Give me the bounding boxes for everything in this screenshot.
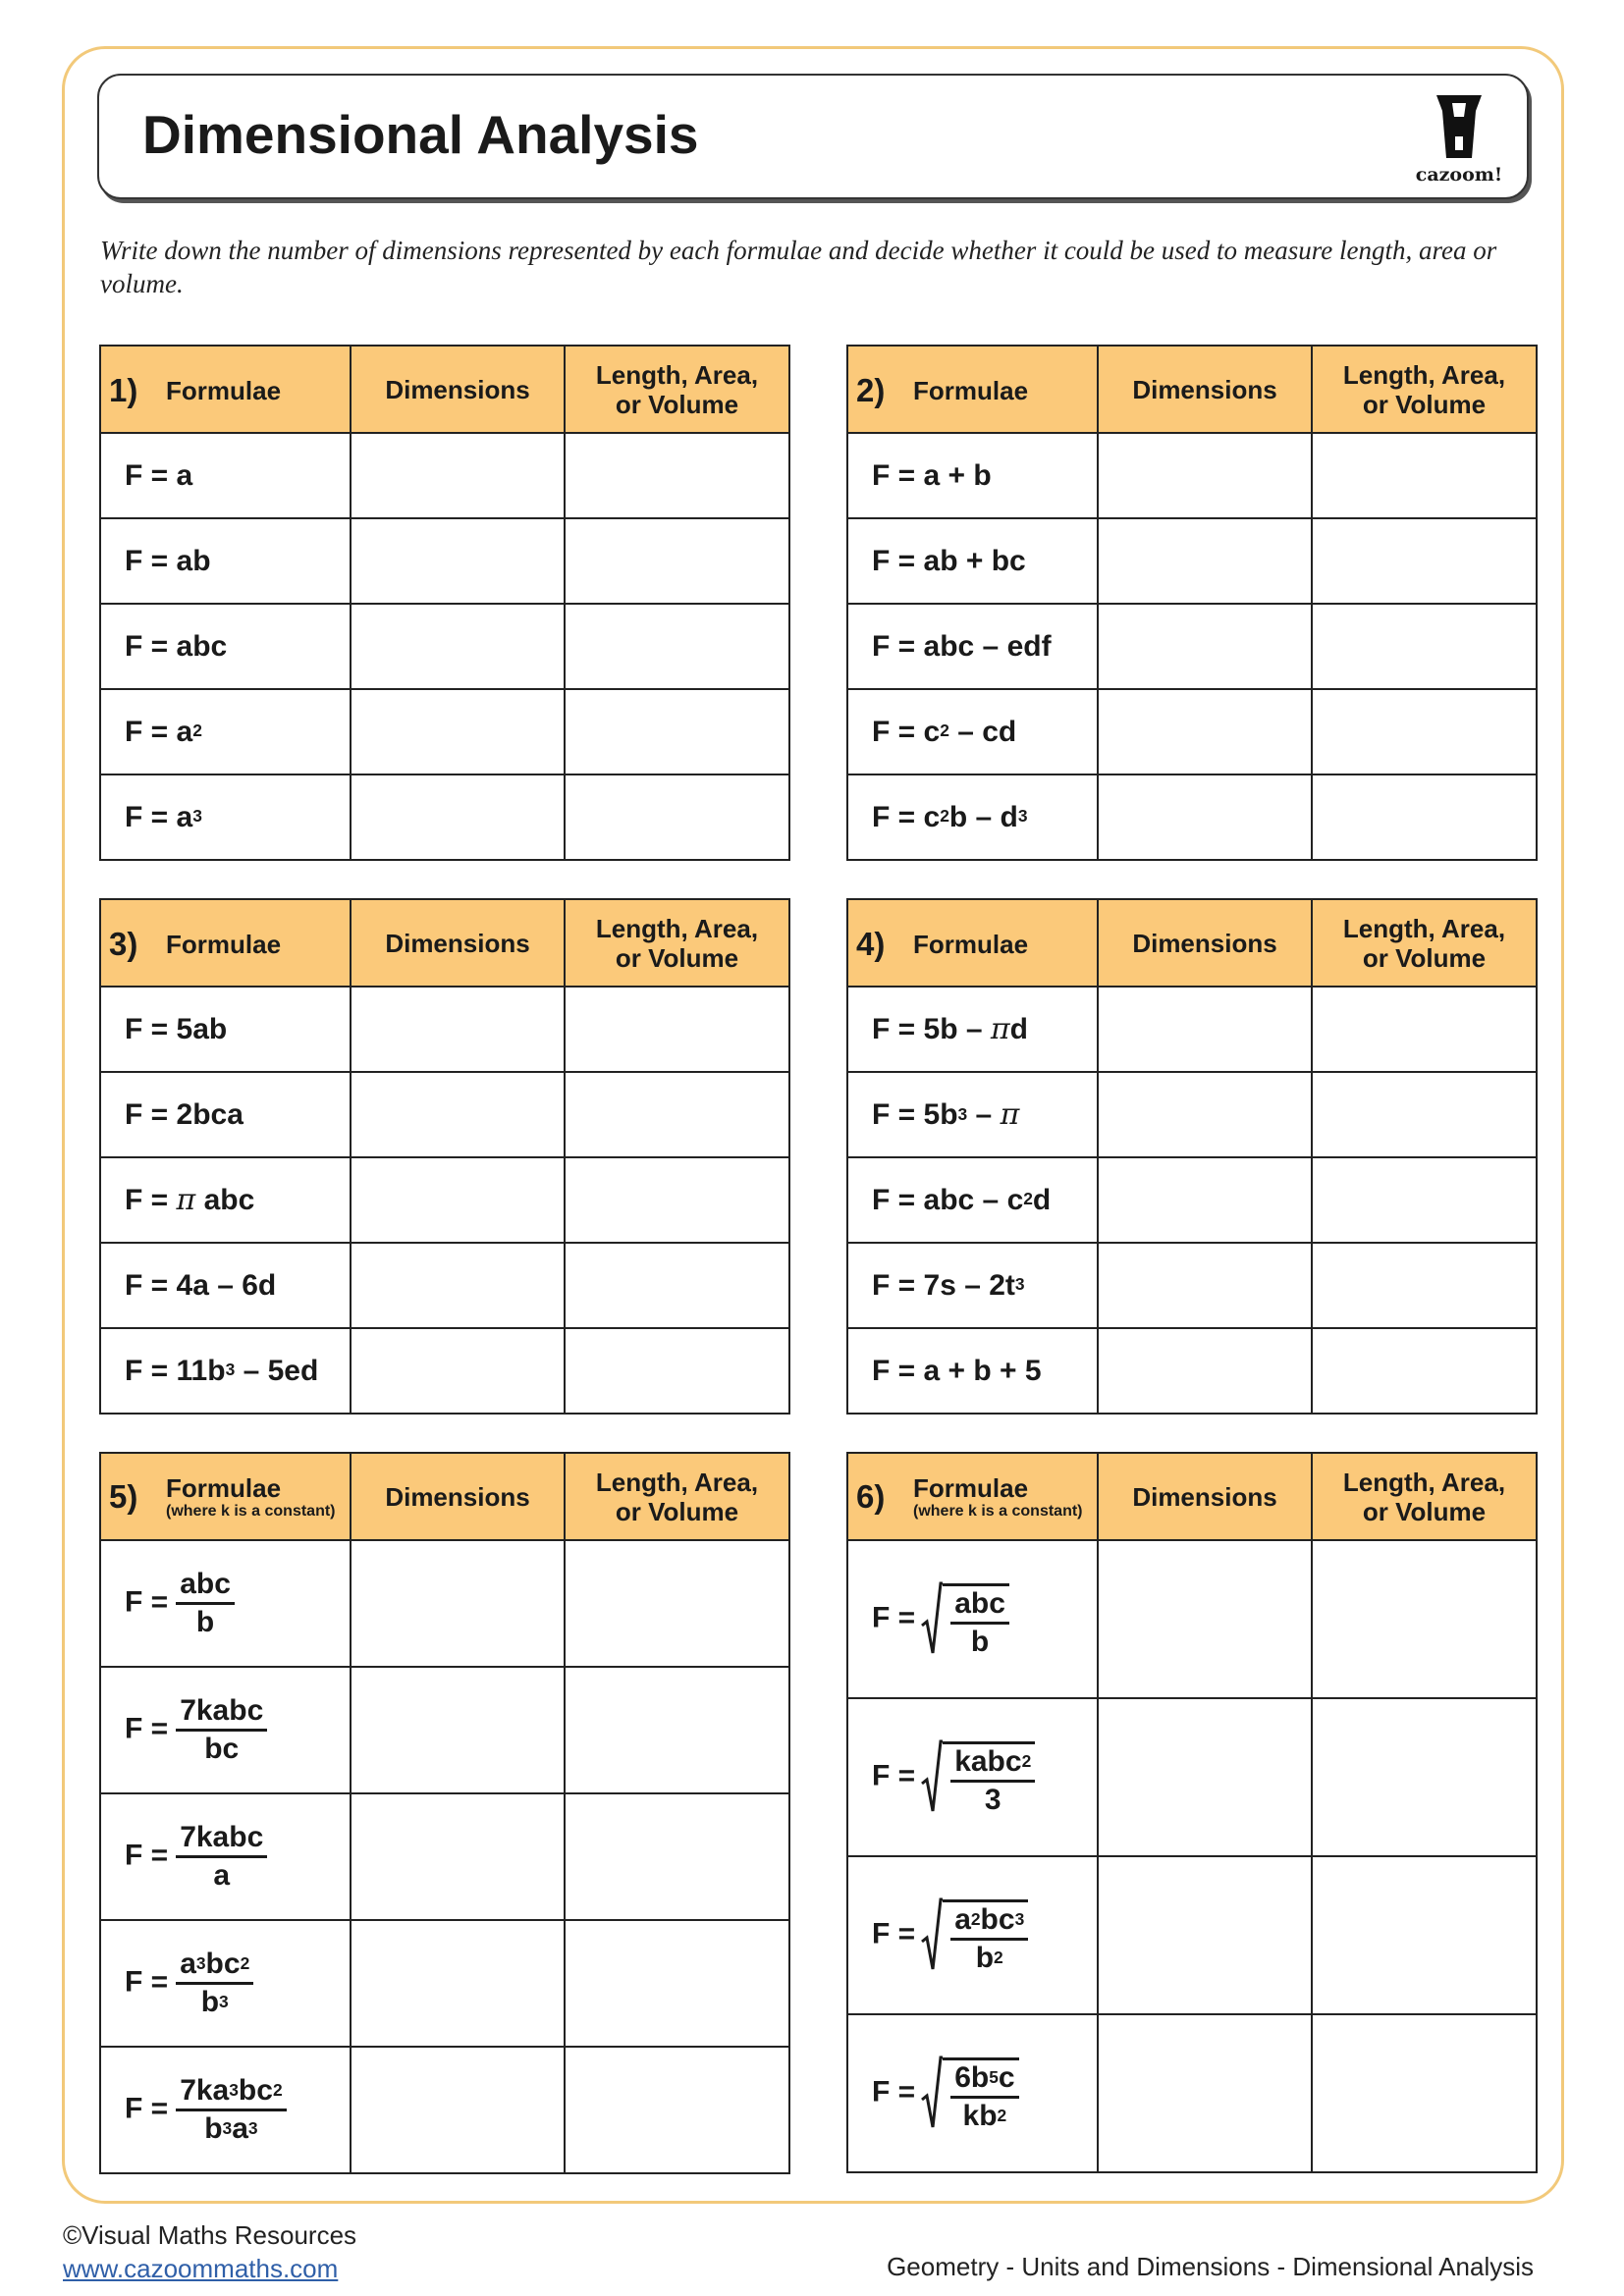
denominator: bc bbox=[204, 1733, 240, 1765]
length-area-volume-answer-cell[interactable] bbox=[1312, 1243, 1537, 1328]
question-table-1 bbox=[99, 345, 790, 861]
fraction bbox=[176, 1822, 267, 1892]
radical-sign-icon bbox=[921, 1738, 943, 1815]
formula-cell bbox=[100, 433, 351, 518]
fraction bbox=[176, 1569, 235, 1638]
formula-prefix: F = bbox=[872, 2075, 916, 2109]
formula-text: F = ab + bc bbox=[872, 544, 1026, 577]
formula-cell bbox=[100, 1243, 351, 1328]
numerator: abc bbox=[176, 1569, 235, 1605]
length-area-volume-answer-cell[interactable] bbox=[565, 518, 789, 604]
formula-cell bbox=[847, 1072, 1098, 1157]
formulae-header bbox=[100, 1453, 351, 1540]
formula-text: F = abc – edf bbox=[872, 629, 1052, 663]
length-area-volume-answer-cell[interactable] bbox=[1312, 1328, 1537, 1414]
formula-row bbox=[847, 1072, 1537, 1157]
title-banner bbox=[97, 74, 1529, 199]
formula-cell bbox=[100, 1072, 351, 1157]
denominator: $b^3$ bbox=[200, 1986, 229, 2018]
dimensions-answer-cell[interactable] bbox=[1098, 987, 1312, 1072]
formula-text: F = a + b + 5 bbox=[872, 1354, 1042, 1387]
instructions: Write down the number of dimensions represented by each formulae and decide whether it could be used to measure length, area or volume. bbox=[100, 236, 1497, 298]
lav-line-2: or Volume bbox=[615, 389, 739, 419]
formula-row bbox=[100, 1157, 789, 1243]
length-area-volume-header bbox=[1312, 346, 1537, 433]
footer-credits bbox=[63, 2218, 356, 2285]
dimensions-answer-cell[interactable] bbox=[351, 604, 565, 689]
lav-line-1: Length, Area, bbox=[595, 913, 759, 943]
formula-text: F = π abc bbox=[125, 1183, 255, 1217]
numerator: $a^2bc^3$ bbox=[950, 1904, 1028, 1941]
fraction bbox=[176, 2075, 286, 2145]
formula-row bbox=[100, 433, 789, 518]
numerator: abc bbox=[950, 1588, 1009, 1625]
length-area-volume-answer-cell[interactable] bbox=[1312, 1856, 1537, 2014]
formulae-header bbox=[847, 346, 1098, 433]
numerator: kabc$^2$ bbox=[950, 1746, 1035, 1783]
length-area-volume-header bbox=[565, 899, 789, 987]
formula-cell bbox=[847, 1698, 1098, 1856]
dimensions-header: Dimensions bbox=[351, 899, 565, 987]
formula-cell bbox=[847, 1540, 1098, 1698]
length-area-volume-header bbox=[565, 346, 789, 433]
formula-row bbox=[847, 604, 1537, 689]
cazoom-logo-icon bbox=[1415, 89, 1503, 168]
formula-text: $F = a^3$ bbox=[125, 800, 202, 833]
fraction bbox=[176, 1949, 253, 2018]
length-area-volume-answer-cell[interactable] bbox=[1312, 689, 1537, 774]
formula-row bbox=[847, 1328, 1537, 1414]
formula-cell bbox=[100, 774, 351, 860]
formula-prefix: F = bbox=[125, 2092, 169, 2125]
question-table-2 bbox=[846, 345, 1538, 861]
website-link[interactable]: www.cazoommaths.com bbox=[63, 2254, 339, 2283]
length-area-volume-answer-cell[interactable] bbox=[565, 1072, 789, 1157]
length-area-volume-answer-cell[interactable] bbox=[565, 1920, 789, 2047]
length-area-volume-answer-cell[interactable] bbox=[1312, 1157, 1537, 1243]
formula-text: F = 5b – πd bbox=[872, 1012, 1028, 1046]
formula-text: $F = c^2b - d^3$ bbox=[872, 800, 1028, 833]
dimensions-answer-cell[interactable] bbox=[351, 1540, 565, 1667]
formula-text: $F = 11b^3 - 5ed$ bbox=[125, 1354, 319, 1387]
formula-row bbox=[100, 518, 789, 604]
length-area-volume-answer-cell[interactable] bbox=[1312, 1540, 1537, 1698]
formulae-header bbox=[847, 1453, 1098, 1540]
dimensions-answer-cell[interactable] bbox=[1098, 1328, 1312, 1414]
length-area-volume-header bbox=[565, 1453, 789, 1540]
formula-row bbox=[100, 774, 789, 860]
dimensions-answer-cell[interactable] bbox=[1098, 433, 1312, 518]
dimensions-answer-cell[interactable] bbox=[351, 1157, 565, 1243]
formula-text: $F = 5b^3 - \pi$ bbox=[872, 1097, 1020, 1132]
formula-prefix: F = bbox=[872, 1917, 916, 1950]
length-area-volume-header bbox=[1312, 899, 1537, 987]
length-area-volume-answer-cell[interactable] bbox=[565, 987, 789, 1072]
cazoom-logo bbox=[1415, 89, 1503, 187]
formula-row bbox=[100, 604, 789, 689]
denominator: b bbox=[970, 1626, 990, 1658]
length-area-volume-answer-cell[interactable] bbox=[1312, 1072, 1537, 1157]
dimensions-answer-cell[interactable] bbox=[351, 1920, 565, 2047]
fraction bbox=[950, 1904, 1028, 1974]
radical-sign-icon bbox=[921, 2055, 943, 2131]
formula-cell bbox=[847, 689, 1098, 774]
formula-row bbox=[847, 433, 1537, 518]
length-area-volume-answer-cell[interactable] bbox=[565, 689, 789, 774]
formula-prefix: F = bbox=[125, 1712, 169, 1745]
question-number: 6) bbox=[856, 1477, 886, 1515]
dimensions-answer-cell[interactable] bbox=[1098, 1698, 1312, 1856]
square-root bbox=[921, 1896, 1028, 1974]
dimensions-answer-cell[interactable] bbox=[1098, 518, 1312, 604]
length-area-volume-answer-cell[interactable] bbox=[565, 1793, 789, 1920]
dimensions-answer-cell[interactable] bbox=[351, 689, 565, 774]
question-table-6 bbox=[846, 1452, 1538, 2173]
length-area-volume-answer-cell[interactable] bbox=[565, 1157, 789, 1243]
formula-cell bbox=[847, 774, 1098, 860]
dimensions-answer-cell[interactable] bbox=[1098, 689, 1312, 774]
length-area-volume-answer-cell[interactable] bbox=[1312, 774, 1537, 860]
formula-row bbox=[100, 1793, 789, 1920]
dimensions-header: Dimensions bbox=[351, 346, 565, 433]
dimensions-answer-cell[interactable] bbox=[351, 518, 565, 604]
formula-prefix: F = bbox=[125, 1585, 169, 1619]
dimensions-answer-cell[interactable] bbox=[1098, 774, 1312, 860]
formula-row bbox=[847, 1540, 1537, 1698]
length-area-volume-answer-cell[interactable] bbox=[565, 1540, 789, 1667]
dimensions-answer-cell[interactable] bbox=[351, 2047, 565, 2173]
formula-row bbox=[847, 987, 1537, 1072]
denominator: b bbox=[195, 1606, 215, 1638]
fraction bbox=[176, 1695, 267, 1765]
formula-text: $F = a^2$ bbox=[125, 715, 202, 748]
length-area-volume-answer-cell[interactable] bbox=[1312, 1698, 1537, 1856]
formula-cell bbox=[847, 987, 1098, 1072]
formula-row bbox=[100, 1920, 789, 2047]
length-area-volume-answer-cell[interactable] bbox=[1312, 987, 1537, 1072]
formula-prefix: F = bbox=[872, 1759, 916, 1792]
length-area-volume-answer-cell[interactable] bbox=[565, 604, 789, 689]
formula-row bbox=[847, 1856, 1537, 2014]
dimensions-answer-cell[interactable] bbox=[351, 433, 565, 518]
length-area-volume-answer-cell[interactable] bbox=[1312, 604, 1537, 689]
square-root bbox=[921, 2055, 1018, 2132]
formula-text: F = abc bbox=[125, 629, 228, 663]
formula-cell bbox=[100, 2047, 351, 2173]
dimensions-answer-cell[interactable] bbox=[351, 1328, 565, 1414]
formula-row bbox=[847, 1157, 1537, 1243]
page-title: Dimensional Analysis bbox=[142, 104, 699, 165]
lav-line-2: or Volume bbox=[1362, 942, 1487, 973]
dimensions-answer-cell[interactable] bbox=[351, 1072, 565, 1157]
numerator: $6b^5c$ bbox=[950, 2062, 1018, 2099]
formulae-note: (where k is a constant) bbox=[913, 1502, 1083, 1520]
dimensions-answer-cell[interactable] bbox=[1098, 604, 1312, 689]
formulae-header bbox=[100, 899, 351, 987]
question-table-4 bbox=[846, 898, 1538, 1415]
dimensions-answer-cell[interactable] bbox=[1098, 1072, 1312, 1157]
dimensions-answer-cell[interactable] bbox=[351, 774, 565, 860]
formula-cell bbox=[100, 1540, 351, 1667]
question-table-5 bbox=[99, 1452, 790, 2174]
length-area-volume-answer-cell[interactable] bbox=[565, 433, 789, 518]
length-area-volume-answer-cell[interactable] bbox=[565, 1328, 789, 1414]
length-area-volume-answer-cell[interactable] bbox=[1312, 433, 1537, 518]
formula-row bbox=[847, 689, 1537, 774]
copyright-text: ©Visual Maths Resources bbox=[63, 2220, 357, 2250]
lav-line-1: Length, Area, bbox=[1342, 1467, 1506, 1497]
formula-text: F = 2bca bbox=[125, 1097, 244, 1131]
lav-line-1: Length, Area, bbox=[1342, 359, 1506, 390]
formula-cell bbox=[100, 1328, 351, 1414]
square-root bbox=[921, 1580, 1009, 1658]
formula-text: F = 4a – 6d bbox=[125, 1268, 277, 1302]
dimensions-answer-cell[interactable] bbox=[1098, 1243, 1312, 1328]
formula-cell bbox=[100, 1157, 351, 1243]
formula-text: F = a + b bbox=[872, 458, 992, 492]
formula-row bbox=[100, 1540, 789, 1667]
numerator: 7kabc bbox=[176, 1822, 267, 1858]
denominator: $b^2$ bbox=[975, 1942, 1003, 1974]
denominator: 3 bbox=[984, 1784, 1001, 1816]
formula-text: $F = 7s - 2t^3$ bbox=[872, 1268, 1025, 1302]
denominator: a bbox=[213, 1859, 231, 1892]
formula-cell bbox=[100, 604, 351, 689]
formula-cell bbox=[100, 689, 351, 774]
question-number: 5) bbox=[109, 1477, 138, 1515]
formula-text: F = ab bbox=[125, 544, 211, 577]
formula-cell bbox=[100, 1920, 351, 2047]
length-area-volume-answer-cell[interactable] bbox=[1312, 2014, 1537, 2172]
question-number: 4) bbox=[856, 925, 886, 962]
lav-line-2: or Volume bbox=[615, 942, 739, 973]
question-table-3 bbox=[99, 898, 790, 1415]
square-root bbox=[921, 1738, 1035, 1816]
formula-prefix: F = bbox=[125, 1965, 169, 1999]
dimensions-answer-cell[interactable] bbox=[1098, 2014, 1312, 2172]
footer-topic: Geometry - Units and Dimensions - Dimensional Analysis bbox=[887, 2252, 1534, 2281]
length-area-volume-answer-cell[interactable] bbox=[565, 1667, 789, 1793]
dimensions-header: Dimensions bbox=[351, 1453, 565, 1540]
numerator: $a^3bc^2$ bbox=[176, 1949, 253, 1985]
formula-cell bbox=[847, 604, 1098, 689]
formulae-label: Formulae bbox=[166, 1472, 282, 1503]
formula-row bbox=[100, 1243, 789, 1328]
dimensions-header: Dimensions bbox=[1098, 899, 1312, 987]
formula-cell bbox=[100, 518, 351, 604]
formula-row bbox=[100, 987, 789, 1072]
dimensions-answer-cell[interactable] bbox=[351, 1667, 565, 1793]
dimensions-header: Dimensions bbox=[1098, 1453, 1312, 1540]
lav-line-2: or Volume bbox=[1362, 1496, 1487, 1526]
formula-row bbox=[847, 1698, 1537, 1856]
dimensions-answer-cell[interactable] bbox=[1098, 1157, 1312, 1243]
formula-cell bbox=[847, 433, 1098, 518]
radical-sign-icon bbox=[921, 1580, 943, 1657]
formula-cell bbox=[100, 1793, 351, 1920]
lav-line-1: Length, Area, bbox=[595, 1467, 759, 1497]
lav-line-1: Length, Area, bbox=[595, 359, 759, 390]
formulae-note: (where k is a constant) bbox=[166, 1502, 336, 1520]
lav-line-2: or Volume bbox=[1362, 389, 1487, 419]
dimensions-answer-cell[interactable] bbox=[351, 987, 565, 1072]
formula-cell bbox=[847, 1243, 1098, 1328]
formula-row bbox=[100, 2047, 789, 2173]
formula-row bbox=[100, 689, 789, 774]
formula-text: $F = c^2$ – cd bbox=[872, 715, 1017, 748]
length-area-volume-answer-cell[interactable] bbox=[565, 2047, 789, 2173]
dimensions-header: Dimensions bbox=[1098, 346, 1312, 433]
formula-prefix: F = bbox=[125, 1839, 169, 1872]
numerator: $7ka^3bc^2$ bbox=[176, 2075, 286, 2111]
formula-text: F = 5ab bbox=[125, 1012, 228, 1045]
numerator: 7kabc bbox=[176, 1695, 267, 1732]
length-area-volume-answer-cell[interactable] bbox=[565, 774, 789, 860]
formula-cell bbox=[100, 987, 351, 1072]
formula-row bbox=[100, 1328, 789, 1414]
length-area-volume-header bbox=[1312, 1453, 1537, 1540]
formula-text: F = a bbox=[125, 458, 193, 492]
formula-cell bbox=[100, 1667, 351, 1793]
formula-row bbox=[100, 1667, 789, 1793]
question-number: 2) bbox=[856, 371, 886, 408]
fraction bbox=[950, 1588, 1009, 1658]
dimensions-answer-cell[interactable] bbox=[351, 1793, 565, 1920]
formulae-label: Formulae bbox=[913, 1472, 1029, 1503]
formulae-label: Formulae bbox=[913, 375, 1029, 405]
formula-cell bbox=[847, 1328, 1098, 1414]
length-area-volume-answer-cell[interactable] bbox=[565, 1243, 789, 1328]
formula-text: F = abc – $c^2d$ bbox=[872, 1183, 1052, 1216]
formula-cell bbox=[847, 1856, 1098, 2014]
formula-row bbox=[847, 2014, 1537, 2172]
formula-row bbox=[847, 1243, 1537, 1328]
dimensions-answer-cell[interactable] bbox=[351, 1243, 565, 1328]
formulae-header bbox=[100, 346, 351, 433]
fraction bbox=[950, 1746, 1035, 1816]
question-number: 3) bbox=[109, 925, 138, 962]
formulae-label: Formulae bbox=[166, 929, 282, 959]
formulae-header bbox=[847, 899, 1098, 987]
lav-line-2: or Volume bbox=[615, 1496, 739, 1526]
formulae-label: Formulae bbox=[913, 929, 1029, 959]
denominator: $b^3a^3$ bbox=[204, 2112, 258, 2145]
formula-cell bbox=[847, 1157, 1098, 1243]
formula-row bbox=[100, 1072, 789, 1157]
radical-sign-icon bbox=[921, 1896, 943, 1973]
formula-row bbox=[847, 518, 1537, 604]
dimensions-answer-cell[interactable] bbox=[1098, 1540, 1312, 1698]
length-area-volume-answer-cell[interactable] bbox=[1312, 518, 1537, 604]
question-number: 1) bbox=[109, 371, 138, 408]
formula-prefix: F = bbox=[872, 1601, 916, 1634]
lav-line-1: Length, Area, bbox=[1342, 913, 1506, 943]
formula-row bbox=[847, 774, 1537, 860]
formulae-label: Formulae bbox=[166, 375, 282, 405]
dimensions-answer-cell[interactable] bbox=[1098, 1856, 1312, 2014]
fraction bbox=[950, 2062, 1018, 2132]
logo-wordmark: cazoom! bbox=[1415, 164, 1503, 186]
denominator: $kb^2$ bbox=[962, 2100, 1007, 2132]
formula-cell bbox=[847, 518, 1098, 604]
formula-cell bbox=[847, 2014, 1098, 2172]
